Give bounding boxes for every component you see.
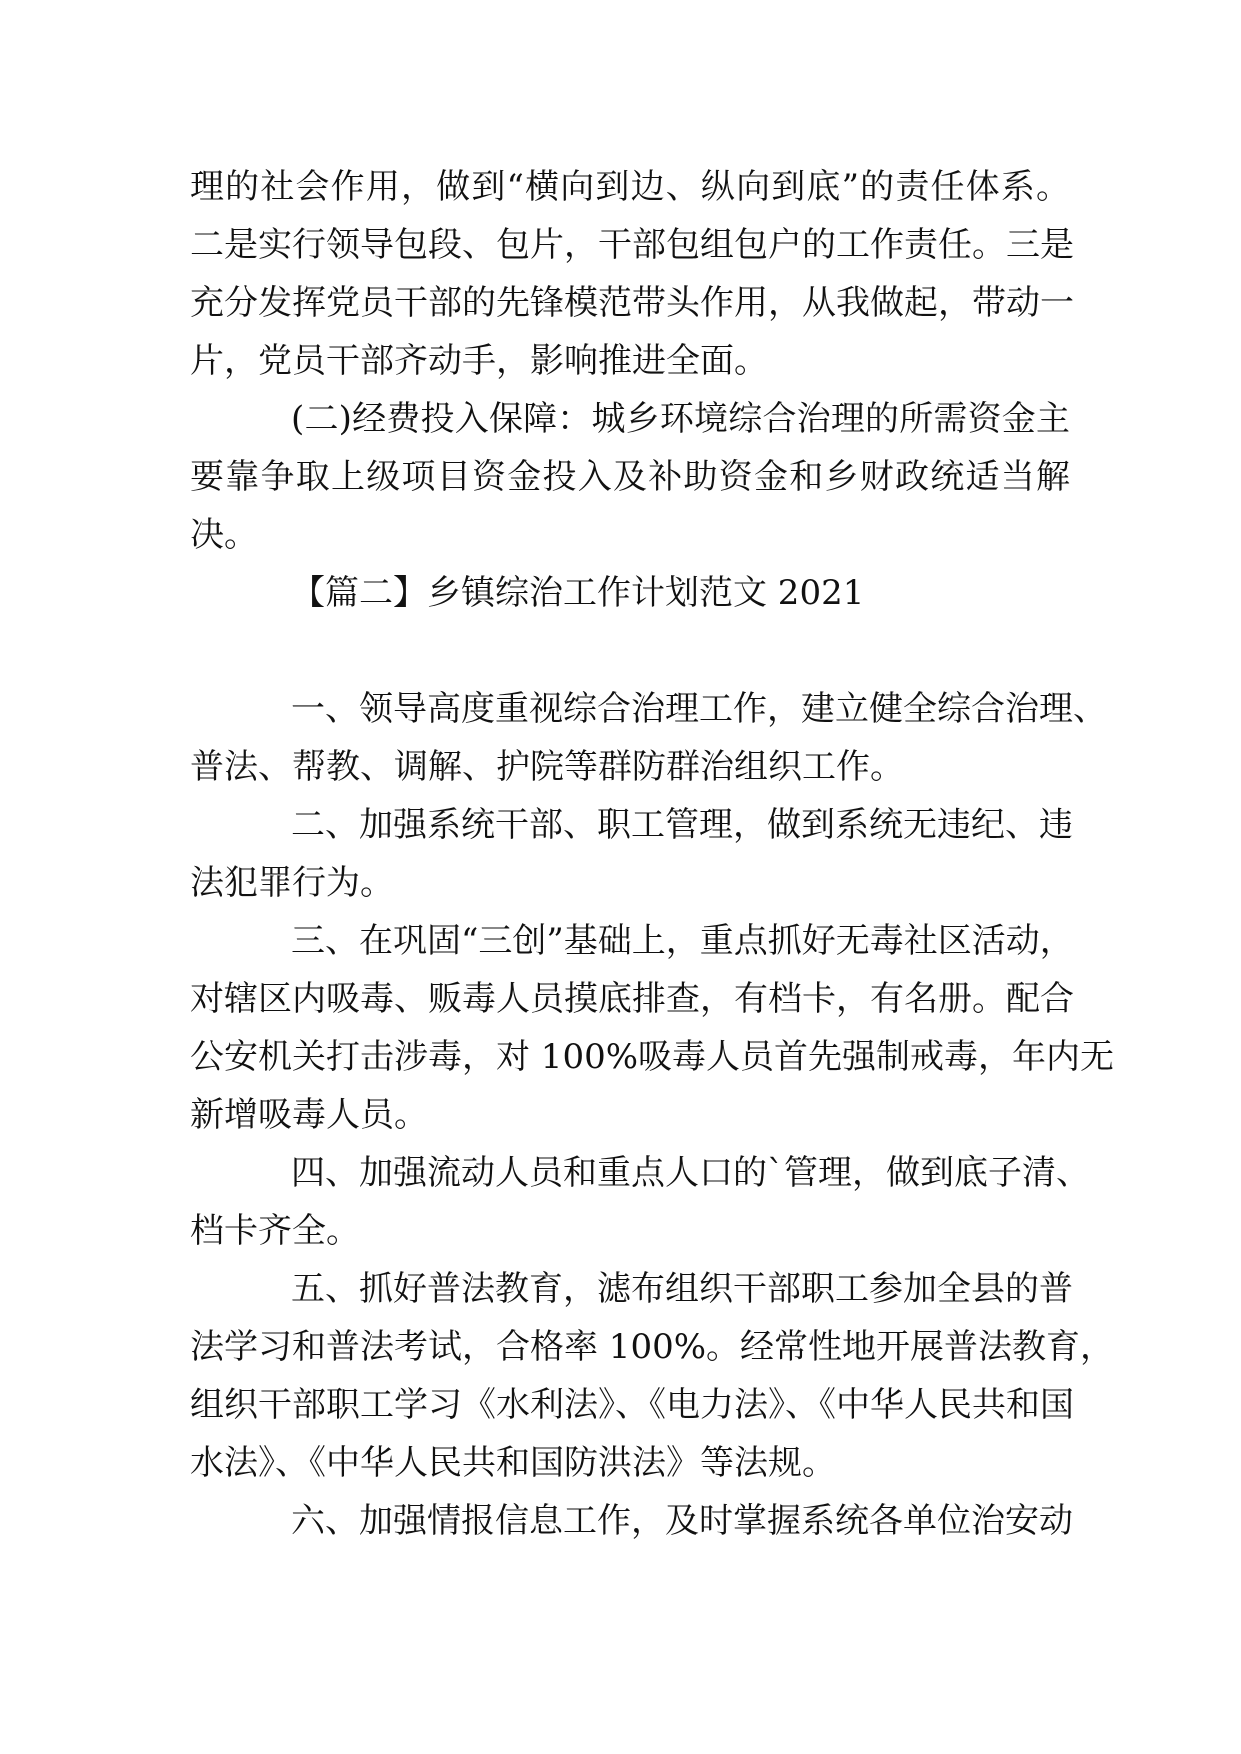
paragraph-line: 理的社会作用，做到“横向到边、纵向到底”的责任体系。 bbox=[190, 167, 1070, 207]
list-item-line: 六、加强情报信息工作，及时掌握系统各单位治安动 bbox=[291, 1501, 1073, 1541]
paragraph-line: 二是实行领导包段、包片，干部包组包户的工作责任。三是 bbox=[190, 225, 1074, 265]
list-item-line: 水法》、《中华人民共和国防洪法》等法规。 bbox=[190, 1443, 836, 1483]
list-item-line: 普法、帮教、调解、护院等群防群治组织工作。 bbox=[190, 747, 904, 787]
paragraph-line: 要靠争取上级项目资金投入及补助资金和乡财政统适当解 bbox=[190, 457, 1070, 497]
list-item-line: 三、在巩固“三创”基础上，重点抓好无毒社区活动， bbox=[291, 921, 1074, 961]
list-item-line: 组织干部职工学习《水利法》、《电力法》、《中华人民共和国 bbox=[190, 1385, 1074, 1425]
list-item-line: 对辖区内吸毒、贩毒人员摸底排查，有档卡，有名册。配合 bbox=[190, 979, 1074, 1019]
paragraph-line: 充分发挥党员干部的先锋模范带头作用，从我做起，带动一 bbox=[190, 283, 1074, 323]
list-item-line: 二、加强系统干部、职工管理，做到系统无违纪、违 bbox=[291, 805, 1073, 845]
list-item-line: 四、加强流动人员和重点人口的`管理，做到底子清、 bbox=[291, 1153, 1090, 1193]
paragraph-line: 片，党员干部齐动手，影响推进全面。 bbox=[190, 341, 768, 381]
paragraph-line: 决。 bbox=[190, 515, 258, 555]
list-item-line: 新增吸毒人员。 bbox=[190, 1095, 428, 1135]
list-item-line: 档卡齐全。 bbox=[190, 1211, 360, 1251]
list-item-line: 一、领导高度重视综合治理工作，建立健全综合治理、 bbox=[291, 689, 1107, 729]
list-item-line: 五、抓好普法教育，滤布组织干部职工参加全县的普 bbox=[291, 1269, 1073, 1309]
list-item-line: 公安机关打击涉毒，对 100%吸毒人员首先强制戒毒，年内无 bbox=[190, 1037, 1115, 1077]
list-item-line: 法犯罪行为。 bbox=[190, 863, 394, 903]
paragraph-line: (二)经费投入保障：城乡环境综合治理的所需资金主 bbox=[291, 399, 1070, 439]
list-item-line: 法学习和普法考试，合格率 100%。经常性地开展普法教育， bbox=[190, 1327, 1115, 1367]
section-heading: 【篇二】乡镇综治工作计划范文 2021 bbox=[291, 573, 865, 613]
